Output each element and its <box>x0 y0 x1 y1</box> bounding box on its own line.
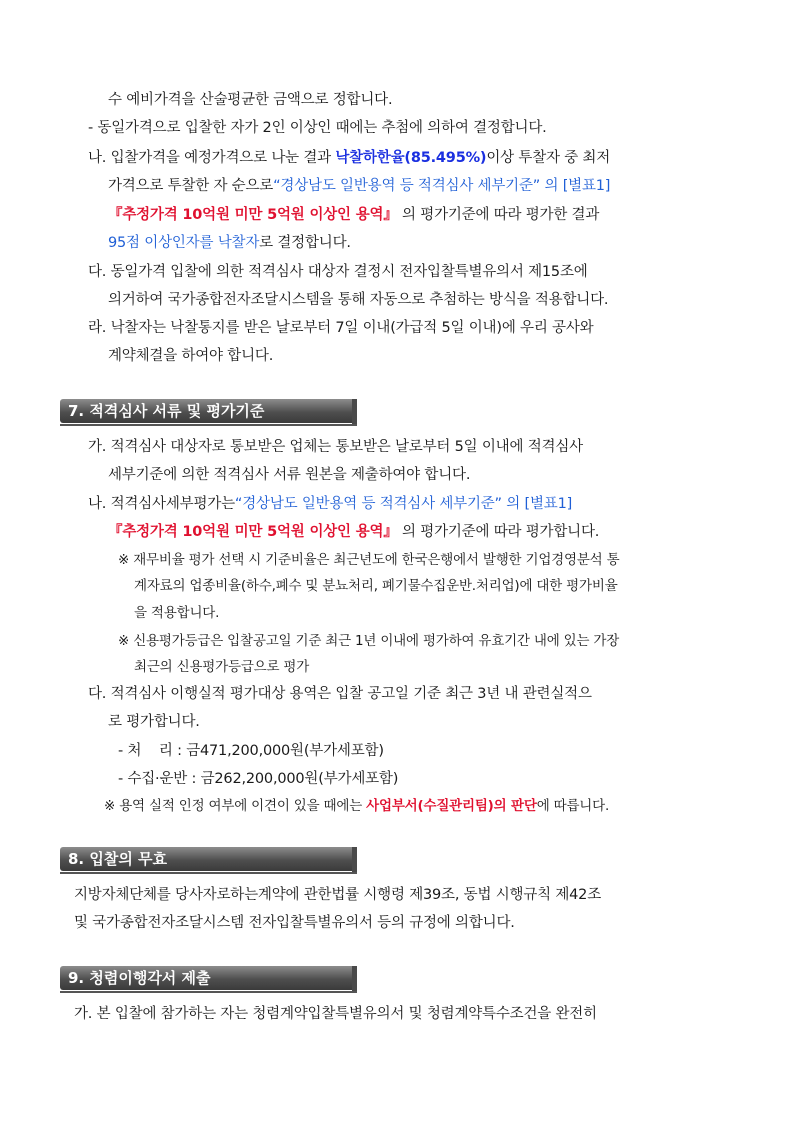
item-na-text: 로 결정합니다. <box>259 235 351 251</box>
s7-price-range-label: 추정가격 10억원 미만 5억원 이상인 용역 <box>122 524 384 540</box>
section-8-header <box>60 847 352 871</box>
s7-da-line-1: 다. 적격심사 이행실적 평가대상 용역은 입찰 공고일 기준 최근 3년 내 관련실적으 <box>88 686 592 702</box>
intro-line-1: 수 예비가격을 산술평균한 금액으로 정합니다. <box>108 92 393 108</box>
s7-note-3-text: ※ 용역 실적 인정 여부에 이견이 있을 때에는 <box>104 798 367 814</box>
s7-note-1-line-3: 을 적용합니다. <box>134 605 220 621</box>
item-ra-line-1: 라. 낙찰자는 낙찰통지를 받은 날로부터 7일 이내(가급적 5일 이내)에 우리 공사와 <box>88 320 594 336</box>
item-na-line-1 <box>88 148 610 168</box>
s7-dash-collection: - 수집·운반 : 금262,200,000원(부가세포함) <box>118 771 399 787</box>
section-9-header-rule <box>60 991 357 993</box>
s7-ga-line-2: 세부기준에 의한 적격심사 서류 원본을 제출하여야 합니다. <box>108 467 471 483</box>
item-na-line-2 <box>108 176 610 196</box>
bracket-open: 『 <box>108 207 123 223</box>
item-na-text: 이상 투찰자 중 최저 <box>486 150 611 166</box>
s7-note-2-line-1: ※ 신용평가등급은 입찰공고일 기준 최근 1년 이내에 평가하여 유효기간 내에 있는 가장 <box>118 633 620 649</box>
s7-na-line-1 <box>88 494 572 514</box>
s7-note-3 <box>104 796 609 816</box>
intro-line-2: - 동일가격으로 입찰한 자가 2인 이상인 때에는 추첨에 의하여 결정합니다. <box>88 120 547 136</box>
item-na-text: 가격으로 투찰한 자 순으로 <box>108 178 274 194</box>
s7-note-2-line-2: 최근의 신용평가등급으로 평가 <box>134 659 310 675</box>
winning-score: 95점 이상인자를 낙찰자 <box>108 235 260 251</box>
s7-ga-line-1: 가. 적격심사 대상자로 통보받은 업체는 통보받은 날로부터 5일 이내에 적격심사 <box>88 439 583 455</box>
section-7-header <box>60 399 352 423</box>
s7-na-line-2 <box>108 522 599 542</box>
section-8-header-edge <box>352 847 357 874</box>
s7-note-1-line-1: ※ 재무비율 평가 선택 시 기준비율은 최근년도에 한국은행에서 발행한 기업경영분석 통 <box>118 552 620 568</box>
section-7-header-rule <box>60 424 357 426</box>
criteria-reference: “경상남도 일반용역 등 적격심사 세부기준” 의 [별표1] <box>273 178 611 194</box>
item-na-text: 나. 입찰가격을 예정가격으로 나눈 결과 <box>88 150 336 166</box>
s7-dash-treatment: - 처 리 : 금471,200,000원(부가세포함) <box>118 743 384 759</box>
s8-line-2: 및 국가종합전자조달시스템 전자입찰특별유의서 등의 규정에 의합니다. <box>74 915 515 931</box>
s7-na-text: 나. 적격심사세부평가는 <box>88 496 235 512</box>
item-na-line-4 <box>108 233 351 253</box>
section-7-title: 7. 적격심사 서류 및 평가기준 <box>68 402 265 420</box>
s7-bracket-open: 『 <box>108 524 123 540</box>
section-8-header-rule <box>60 872 357 874</box>
s7-na-text: 의 평가기준에 따라 평가합니다. <box>397 524 600 540</box>
section-9-header <box>60 966 352 990</box>
item-na-text: 의 평가기준에 따라 평가한 결과 <box>397 207 600 223</box>
s7-da-line-2: 로 평가합니다. <box>108 714 200 730</box>
department-judgment: 사업부서(수질관리팀)의 판단 <box>366 798 537 814</box>
s7-note-3-text: 에 따릅니다. <box>536 798 610 814</box>
item-ra-line-2: 계약체결을 하여야 합니다. <box>108 348 274 364</box>
lower-limit-rate: 낙찰하한율(85.495%) <box>335 150 487 166</box>
section-9-title: 9. 청렴이행각서 제출 <box>68 969 211 987</box>
item-na-line-3 <box>108 205 599 225</box>
s8-line-1: 지방자체단체를 당사자로하는계약에 관한법률 시행령 제39조, 동법 시행규칙 제42조 <box>74 887 602 903</box>
section-8-title: 8. 입찰의 무효 <box>68 850 168 868</box>
s7-criteria-reference: “경상남도 일반용역 등 적격심사 세부기준” 의 [별표1] <box>234 496 573 512</box>
bracket-close: 』 <box>383 207 398 223</box>
section-7-header-edge <box>352 399 357 426</box>
item-da-line-2: 의거하여 국가종합전자조달시스템을 통해 자동으로 추첨하는 방식을 적용합니다. <box>108 292 609 308</box>
price-range-label: 추정가격 10억원 미만 5억원 이상인 용역 <box>122 207 384 223</box>
s7-bracket-close: 』 <box>383 524 398 540</box>
s9-ga-line-1: 가. 본 입찰에 참가하는 자는 청렴계약입찰특별유의서 및 청렴계약특수조건을 완전히 <box>74 1006 597 1022</box>
s7-note-1-line-2: 계자료의 업종비율(하수,폐수 및 분뇨처리, 폐기물수집운반.처리업)에 대한 평가비율 <box>134 578 618 594</box>
section-9-header-edge <box>352 966 357 993</box>
item-da-line-1: 다. 동일가격 입찰에 의한 적격심사 대상자 결정시 전자입찰특별유의서 제15조에 <box>88 264 588 280</box>
